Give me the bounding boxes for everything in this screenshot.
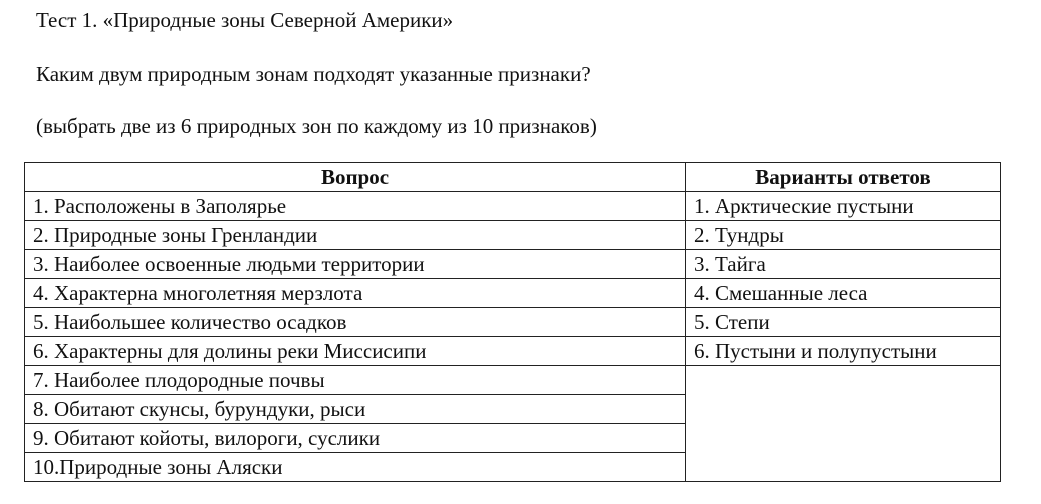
question-cell: 2. Природные зоны Гренландии [25, 221, 686, 250]
answer-cell: 2. Тундры [686, 221, 1001, 250]
table-row [25, 308, 1001, 337]
table-row [25, 337, 1001, 366]
question-cell: 8. Обитают скунсы, бурундуки, рыси [25, 395, 686, 424]
answer-cell: 3. Тайга [686, 250, 1001, 279]
quiz-table [24, 162, 1001, 482]
answer-cell: 5. Степи [686, 308, 1001, 337]
answer-cell: 4. Смешанные леса [686, 279, 1001, 308]
test-question: Каким двум природным зонам подходят указанные признаки? [36, 62, 591, 86]
table-row [25, 366, 1001, 395]
answer-cell: 1. Арктические пустыни [686, 192, 1001, 221]
question-cell: 9. Обитают койоты, вилороги, суслики [25, 424, 686, 453]
question-cell: 7. Наиболее плодородные почвы [25, 366, 686, 395]
column-header-answers: Варианты ответов [686, 163, 1001, 192]
question-cell: 10.Природные зоны Аляски [25, 453, 686, 482]
table-row [25, 192, 1001, 221]
column-header-question: Вопрос [25, 163, 686, 192]
test-title: Тест 1. «Природные зоны Северной Америки» [36, 8, 454, 32]
test-instruction: (выбрать две из 6 природных зон по каждому из 10 признаков) [36, 114, 597, 138]
question-cell: 3. Наиболее освоенные людьми территории [25, 250, 686, 279]
answer-cell: 6. Пустыни и полупустыни [686, 337, 1001, 366]
question-cell: 4. Характерна многолетняя мерзлота [25, 279, 686, 308]
question-cell: 1. Расположены в Заполярье [25, 192, 686, 221]
table-row [25, 221, 1001, 250]
table-header-row [25, 163, 1001, 192]
table-row [25, 250, 1001, 279]
question-cell: 5. Наибольшее количество осадков [25, 308, 686, 337]
question-cell: 6. Характерны для долины реки Миссисипи [25, 337, 686, 366]
empty-answer-cell [686, 366, 1001, 482]
table-row [25, 279, 1001, 308]
